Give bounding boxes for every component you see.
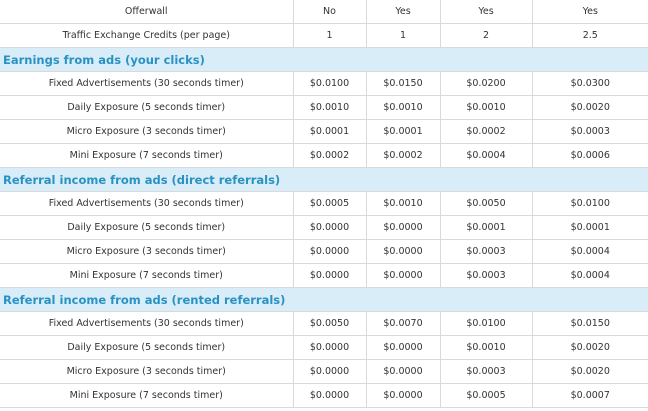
table-cell: $0.0010 — [440, 96, 532, 120]
table-row-offerwall — [0, 0, 648, 24]
table-cell: $0.0004 — [532, 264, 648, 288]
table-row — [0, 216, 648, 240]
table-cell: 1 — [293, 24, 366, 48]
table-cell: $0.0070 — [366, 312, 440, 336]
table-row — [0, 336, 648, 360]
table-row — [0, 72, 648, 96]
table-cell: $0.0004 — [532, 240, 648, 264]
table-cell: $0.0100 — [440, 312, 532, 336]
table-cell: $0.0000 — [366, 360, 440, 384]
table-row — [0, 384, 648, 408]
table-cell: $0.0000 — [366, 384, 440, 408]
row-label: Daily Exposure (5 seconds timer) — [0, 336, 293, 360]
table-row — [0, 312, 648, 336]
table-cell: 2 — [440, 24, 532, 48]
section-header-direct-referrals — [0, 168, 648, 192]
table-cell: Yes — [440, 0, 532, 24]
row-label: Fixed Advertisements (30 seconds timer) — [0, 312, 293, 336]
table-row — [0, 96, 648, 120]
table-cell: $0.0000 — [293, 264, 366, 288]
table-cell: Yes — [532, 0, 648, 24]
table-cell: $0.0000 — [366, 216, 440, 240]
row-label: Daily Exposure (5 seconds timer) — [0, 96, 293, 120]
table-cell: $0.0200 — [440, 72, 532, 96]
table-cell: $0.0003 — [440, 360, 532, 384]
table-cell: $0.0001 — [293, 120, 366, 144]
table-cell: $0.0005 — [440, 384, 532, 408]
table-row — [0, 120, 648, 144]
table-row-traffic-exchange — [0, 24, 648, 48]
table-cell: $0.0001 — [440, 216, 532, 240]
section-header-rented-referrals — [0, 288, 648, 312]
row-label: Mini Exposure (7 seconds timer) — [0, 384, 293, 408]
row-label: Micro Exposure (3 seconds timer) — [0, 360, 293, 384]
table-row — [0, 192, 648, 216]
table-cell: $0.0000 — [293, 216, 366, 240]
table-cell: $0.0003 — [440, 240, 532, 264]
table-cell: $0.0000 — [366, 336, 440, 360]
table-cell: $0.0001 — [532, 216, 648, 240]
table-cell: $0.0150 — [366, 72, 440, 96]
table-cell: $0.0000 — [366, 264, 440, 288]
table-cell: $0.0000 — [293, 360, 366, 384]
row-label: Traffic Exchange Credits (per page) — [0, 24, 293, 48]
section-header-earnings — [0, 48, 648, 72]
table-cell: $0.0010 — [293, 96, 366, 120]
table-cell: $0.0001 — [366, 120, 440, 144]
row-label: Daily Exposure (5 seconds timer) — [0, 216, 293, 240]
table-cell: $0.0002 — [440, 120, 532, 144]
table-cell: $0.0006 — [532, 144, 648, 168]
table-cell: $0.0050 — [440, 192, 532, 216]
table-cell: $0.0020 — [532, 360, 648, 384]
table-cell: $0.0050 — [293, 312, 366, 336]
table-row — [0, 240, 648, 264]
table-cell: $0.0000 — [366, 240, 440, 264]
section-title: Referral income from ads (rented referrals) — [0, 288, 648, 312]
table-cell: $0.0007 — [532, 384, 648, 408]
table-cell: $0.0003 — [440, 264, 532, 288]
row-label: Fixed Advertisements (30 seconds timer) — [0, 72, 293, 96]
row-label: Micro Exposure (3 seconds timer) — [0, 120, 293, 144]
row-label: Micro Exposure (3 seconds timer) — [0, 240, 293, 264]
section-title: Referral income from ads (direct referrals) — [0, 168, 648, 192]
row-label: Offerwall — [0, 0, 293, 24]
table-cell: $0.0100 — [532, 192, 648, 216]
table-cell: $0.0020 — [532, 96, 648, 120]
table-row — [0, 360, 648, 384]
table-cell: $0.0150 — [532, 312, 648, 336]
table-cell: $0.0300 — [532, 72, 648, 96]
table-cell: $0.0010 — [440, 336, 532, 360]
table-cell: 1 — [366, 24, 440, 48]
table-cell: $0.0010 — [366, 192, 440, 216]
table-cell: $0.0002 — [293, 144, 366, 168]
row-label: Mini Exposure (7 seconds timer) — [0, 144, 293, 168]
table-cell: $0.0004 — [440, 144, 532, 168]
table-cell: No — [293, 0, 366, 24]
table-row — [0, 264, 648, 288]
table-cell: $0.0000 — [293, 384, 366, 408]
table-cell: $0.0002 — [366, 144, 440, 168]
row-label: Mini Exposure (7 seconds timer) — [0, 264, 293, 288]
table-cell: $0.0010 — [366, 96, 440, 120]
table-cell: 2.5 — [532, 24, 648, 48]
table-cell: $0.0003 — [532, 120, 648, 144]
row-label: Fixed Advertisements (30 seconds timer) — [0, 192, 293, 216]
section-title: Earnings from ads (your clicks) — [0, 48, 648, 72]
table-cell: $0.0000 — [293, 336, 366, 360]
table-cell: $0.0005 — [293, 192, 366, 216]
table-cell: $0.0020 — [532, 336, 648, 360]
table-cell: $0.0000 — [293, 240, 366, 264]
table-cell: $0.0100 — [293, 72, 366, 96]
table-row — [0, 144, 648, 168]
table-cell: Yes — [366, 0, 440, 24]
